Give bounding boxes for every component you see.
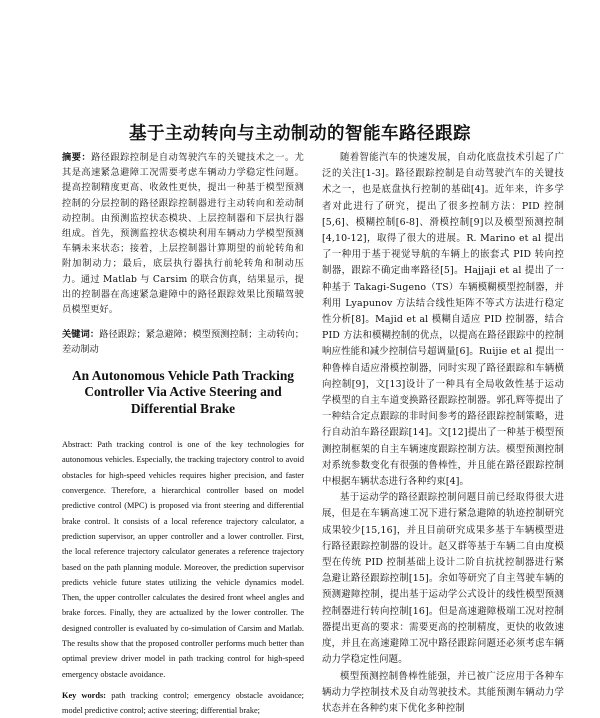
chinese-abstract bbox=[62, 150, 304, 317]
english-abstract-label: Abstract: bbox=[62, 440, 93, 450]
chinese-keywords-label: 关键词： bbox=[62, 329, 100, 341]
english-keywords-text: path tracking control; emergency obstacle avoidance; model predictive control; active steering; differential brake; bbox=[62, 690, 304, 716]
english-abstract-text: Path tracking control is one of the key technologies for autonomous vehicles. Especially, the tracking trajectory control to avoid obstacles for high-speed vehicles requires higher precision, and faster convergence. Therefore, a hierarchical controller based on model predictive control (MPC) is proposed via front steering and differential brake control. It consists of a local reference trajectory calculator, a prediction supervisor, an upper controller and a lower controller. First, the local reference trajectory calculator generates a reference trajectory based on the path planning module. Moreover, the prediction supervisor predicts vehicle future states utilizing the vehicle dynamics model. Then, the upper controller calculates the desired front wheel angles and brake forces. Finally, they are actualized by the lower controller. The designed controller is evaluated by co-simulation of Carsim and Matlab. The results show that the proposed controller performs much better than optimal preview driver model in path tracking control for high-speed emergency obstacle avoidance. bbox=[62, 440, 304, 679]
left-column bbox=[62, 150, 304, 718]
chinese-abstract-label: 摘要： bbox=[62, 152, 92, 163]
chinese-keywords-text: 路径跟踪；紧急避障；模型预测控制；主动转向；差动制动 bbox=[62, 329, 304, 356]
intro-paragraph-2: 基于运动学的路径跟踪控制问题目前已经取得很大进展，但是在车辆高速工况下进行紧急避障的轨迹控制研究成果较少[15,16]，并且目前研究成果多基于车辆模型进行路径跟踪控制器的设计。赵又群等基于车辆二自由度模型在传统 PID 控制基础上设计二阶自抗扰控制器进行紧急避让路径跟踪控制[15]。余如等研究了自主驾驶车辆的预测避障控制，提出基于运动学公式设计的线性模型预测控制器进行转向控制[16]。但是高速避障极端工况对控制器提出更高的要求：需要更高的控制精度，更快的收敛速度，并且在高速避障工况中路径跟踪问题还必须考虑车辆动力学稳定性问题。 bbox=[322, 492, 564, 666]
english-keywords bbox=[62, 688, 304, 718]
english-abstract bbox=[62, 437, 304, 682]
english-title: An Autonomous Vehicle Path Tracking Controller Via Active Steering and Differential Brake bbox=[72, 367, 294, 416]
intro-paragraph-1: 随着智能汽车的快速发展，自动化底盘技术引起了广泛的关注[1-3]。路径跟踪控制是自动驾驶汽车的关键技术之一，也是底盘执行控制的基础[4]。近年来，许多学者对此进行了研究，提出了很多控制方法：PID 控制[5,6]、模糊控制[6-8]、滑模控制[9]以及模型预测控制[4,10-12]，取得了很大的进展。R. Marino et al 提出了一种用于基于视觉导航的车辆上的嵌套式 PID 转向控制器，跟踪不确定曲率路径[5]。Hajjaji et al 提出了一种基于 Takagi-Sugeno（TS）车辆模糊模型控制器，并利用 Lyapunov 方法结合线性矩阵不等式方法进行稳定性分析[8]。Majid et al 模糊自适应 PID 控制器，结合 PID 方法和模糊控制的优点，以提高在路径跟踪中的控制响应性能和减少控制信号超调量[6]。Ruijie et al 提出一种鲁棒自适应滑模控制器，同时实现了路径跟踪和车辆横向控制[9]，文[13]设计了一种具有全局收敛性基于运动学模型的自主车道变换路径跟踪控制器。郭孔辉等提出了一种结合定点跟踪的非时间参考的路径跟踪控制策略，进行自动泊车路径跟踪[14]。文[12]提出了一种基于模型预测控制框架的自主车辆速度跟踪控制方法。模型预测控制对系统参数变化有很强的鲁棒性，并且能在路径跟踪控制中根据车辆状态进行各种约束[4]。 bbox=[322, 152, 564, 488]
paper-title: 基于主动转向与主动制动的智能车路径跟踪 bbox=[129, 124, 471, 144]
chinese-keywords bbox=[62, 327, 304, 357]
english-keywords-label: Key words: bbox=[62, 690, 106, 700]
intro-paragraph-3: 模型预测控制鲁棒性能强，并已被广泛应用于各种车辆动力学控制技术及自动驾驶技术。其能预测车辆动力学状态并在各种约束下优化多种控制 bbox=[322, 670, 564, 714]
right-column bbox=[322, 150, 564, 717]
chinese-abstract-text: 路径跟踪控制是自动驾驶汽车的关键技术之一。尤其是高速紧急避障工况需要考虑车辆动力学稳定性问题。提高控制精度更高、收敛性更快，提出一种基于模型预测控制的分层控制的路径跟踪控制器进行主动转向和差动制动控制。由预测监控状态模块、上层控制器和下层执行器组成。首先，预测监控状态模块利用车辆动力学模型预测车辆未来状态；接着，上层控制器计算期望的前轮转角和附加制动力；最后，底层执行器执行前轮转角和制动压力。通过 Matlab 与 Carsim 的联合仿真，结果显示，提出的控制器在高速紧急避障中的路径跟踪效果比预瞄驾驶员模型更好。 bbox=[62, 152, 304, 316]
